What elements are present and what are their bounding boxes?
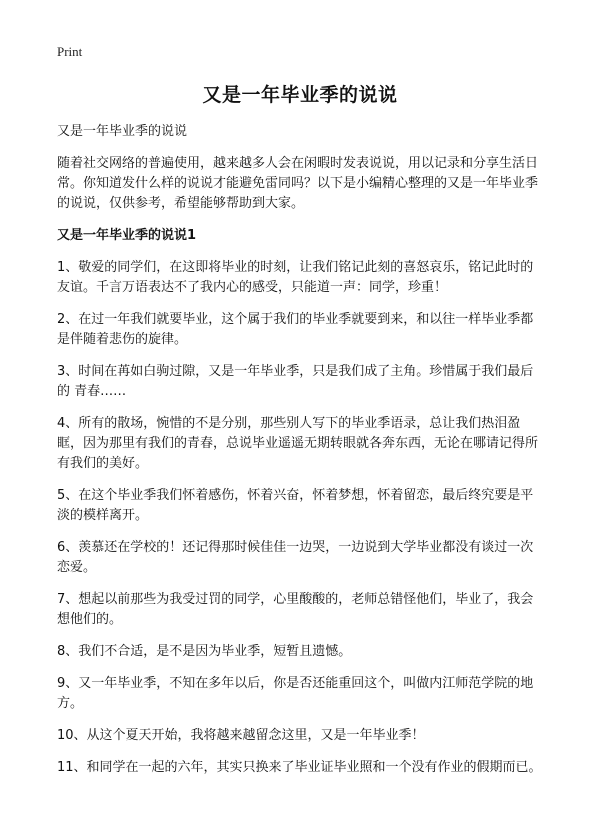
list-item: 8、我们不合适，是不是因为毕业季，短暂且遗憾。 — [57, 644, 352, 659]
list-item: 10、从这个夏天开始，我将越来越留念这里，又是一年毕业季！ — [57, 728, 425, 743]
subtitle: 又是一年毕业季的说说 — [57, 124, 188, 139]
entry-list — [57, 258, 543, 778]
section-heading: 又是一年毕业季的说说1 — [57, 228, 197, 243]
list-item: 3、时间在苒如白驹过隙，又是一年毕业季，只是我们成了主角。珍惜属于我们最后的 青春…… — [57, 364, 534, 399]
list-item: 5、在这个毕业季我们怀着感伤，怀着兴奋，怀着梦想，怀着留恋，最后终究要是平淡的模样离开。 — [57, 488, 534, 523]
list-item: 9、又一年毕业季，不知在多年以后，你是否还能重回这个，叫做内江师范学院的地方。 — [57, 676, 534, 711]
print-link[interactable]: Print — [57, 44, 83, 59]
list-item: 4、所有的散场，惋惜的不是分别，那些别人写下的毕业季语录，总让我们热泪盈眶，因为那里有我们的青春，总说毕业遥遥无期转眼就各奔东西，无论在哪请记得所有我们的美好。 — [57, 416, 539, 471]
list-item: 11、和同学在一起的六年，其实只换来了毕业证毕业照和一个没有作业的假期而已。 — [57, 760, 542, 775]
page-title: 又是一年毕业季的说说 — [202, 84, 398, 106]
list-item: 1、敬爱的同学们，在这即将毕业的时刻，让我们铭记此刻的喜怒哀乐，铭记此时的友谊。千言万语表达不了我内心的感受，只能道一声：同学，珍重！ — [57, 260, 534, 295]
list-item: 6、羡慕还在学校的！还记得那时候佳佳一边哭，一边说到大学毕业都没有谈过一次恋爱。 — [57, 540, 534, 575]
list-item: 2、在过一年我们就要毕业，这个属于我们的毕业季就要到来，和以往一样毕业季都是伴随着悲伤的旋律。 — [57, 312, 534, 347]
list-item: 7、想起以前那些为我受过罚的同学，心里酸酸的，老师总错怪他们，毕业了，我会想他们的。 — [57, 592, 534, 627]
intro-paragraph: 随着社交网络的普遍使用，越来越多人会在闲暇时发表说说，用以记录和分享生活日常。你知道发什么样的说说才能避免雷同吗？以下是小编精心整理的又是一年毕业季的说说，仅供参考，希望能够帮助到大家。 — [57, 156, 539, 211]
